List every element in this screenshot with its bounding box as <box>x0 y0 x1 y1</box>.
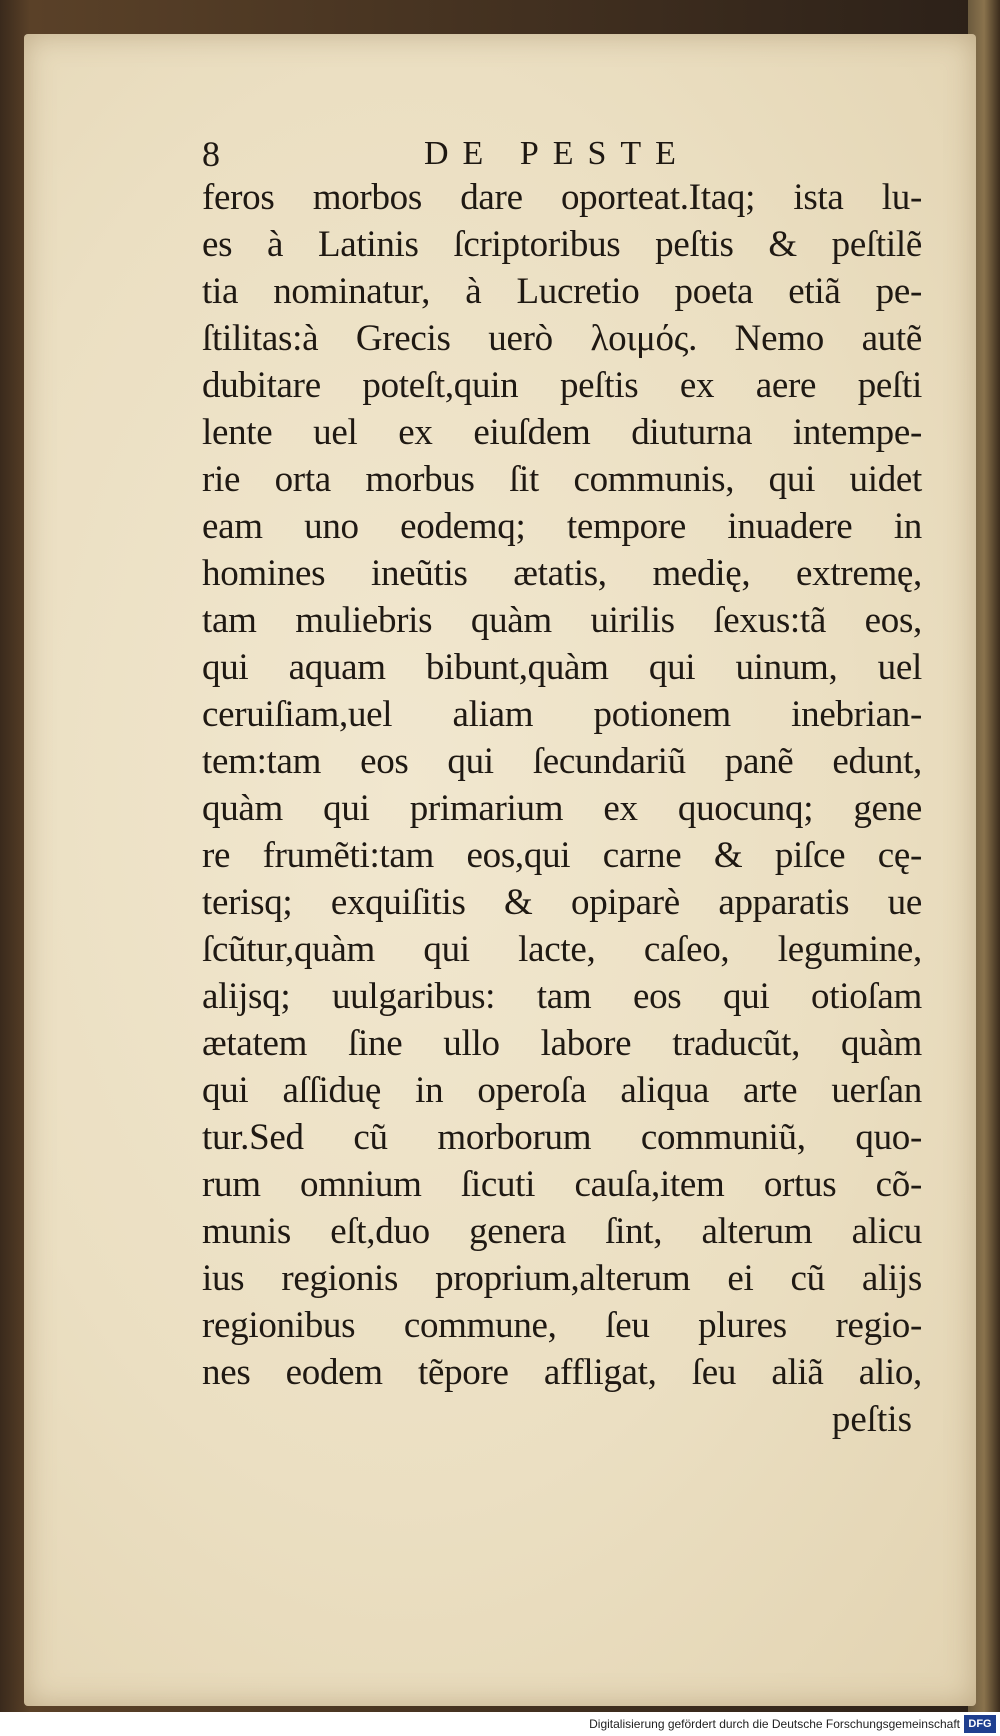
text-line: regionibus commune, ſeu plures regio- <box>202 1305 922 1346</box>
text-line: qui aſſiduę in operoſa aliqua arte uerſan <box>202 1070 922 1111</box>
page-number: 8 <box>202 134 220 174</box>
dfg-logo: DFG <box>964 1715 996 1733</box>
text-line: ſtilitas:à Grecis uerò λοιμός. Nemo autẽ <box>202 318 922 359</box>
text-line: nes eodem tẽpore affligat, ſeu aliã alio, <box>202 1352 922 1393</box>
text-line: ætatem ſine ullo labore traducũt, quàm <box>202 1023 922 1064</box>
text-line: ius regionis proprium,alterum ei cũ alijs <box>202 1258 922 1299</box>
text-line: quàm qui primarium ex quocunq; gene <box>202 788 922 829</box>
funding-credit: Digitalisierung gefördert durch die Deutsche Forschungsgemeinschaft <box>589 1717 960 1731</box>
text-line: feros morbos dare oporteat.Itaq; ista lu- <box>202 177 922 218</box>
text-line: tia nominatur, à Lucretio poeta etiã pe- <box>202 271 922 312</box>
text-line: tam muliebris quàm uirilis ſexus:tã eos, <box>202 600 922 641</box>
text-line: alijsq; uulgaribus: tam eos qui otioſam <box>202 976 922 1017</box>
text-line: ceruiſiam,uel aliam potionem inebrian- <box>202 694 922 735</box>
text-line: tur.Sed cũ morborum communiũ, quo- <box>202 1117 922 1158</box>
running-head: DE PESTE <box>424 135 690 172</box>
text-line: re frumẽti:tam eos,qui carne & piſce cę- <box>202 835 922 876</box>
body-text <box>202 174 922 1443</box>
text-line: dubitare poteſt,quin peſtis ex aere peſti <box>202 365 922 406</box>
text-line: homines ineũtis ætatis, medię, extremę, <box>202 553 922 594</box>
text-line: tem:tam eos qui ſecundariũ panẽ edunt, <box>202 741 922 782</box>
text-line: terisq; exquiſitis & opiparè apparatis ue <box>202 882 922 923</box>
catchword: peſtis <box>831 1399 912 1440</box>
text-line: rie orta morbus ſit communis, qui uidet <box>202 459 922 500</box>
text-line: ſcũtur,quàm qui lacte, caſeo, legumine, <box>202 929 922 970</box>
text-line: munis eſt,duo genera ſint, alterum alicu <box>202 1211 922 1252</box>
page-header <box>202 132 722 176</box>
text-line: qui aquam bibunt,quàm qui uinum, uel <box>202 647 922 688</box>
text-line: es à Latinis ſcriptoribus peſtis & peſtilẽ <box>202 224 922 265</box>
text-line: rum omnium ſicuti cauſa,item ortus cõ- <box>202 1164 922 1205</box>
text-line: lente uel ex eiuſdem diuturna intempe- <box>202 412 922 453</box>
text-line: eam uno eodemq; tempore inuadere in <box>202 506 922 547</box>
footer-bar <box>0 1712 1000 1736</box>
